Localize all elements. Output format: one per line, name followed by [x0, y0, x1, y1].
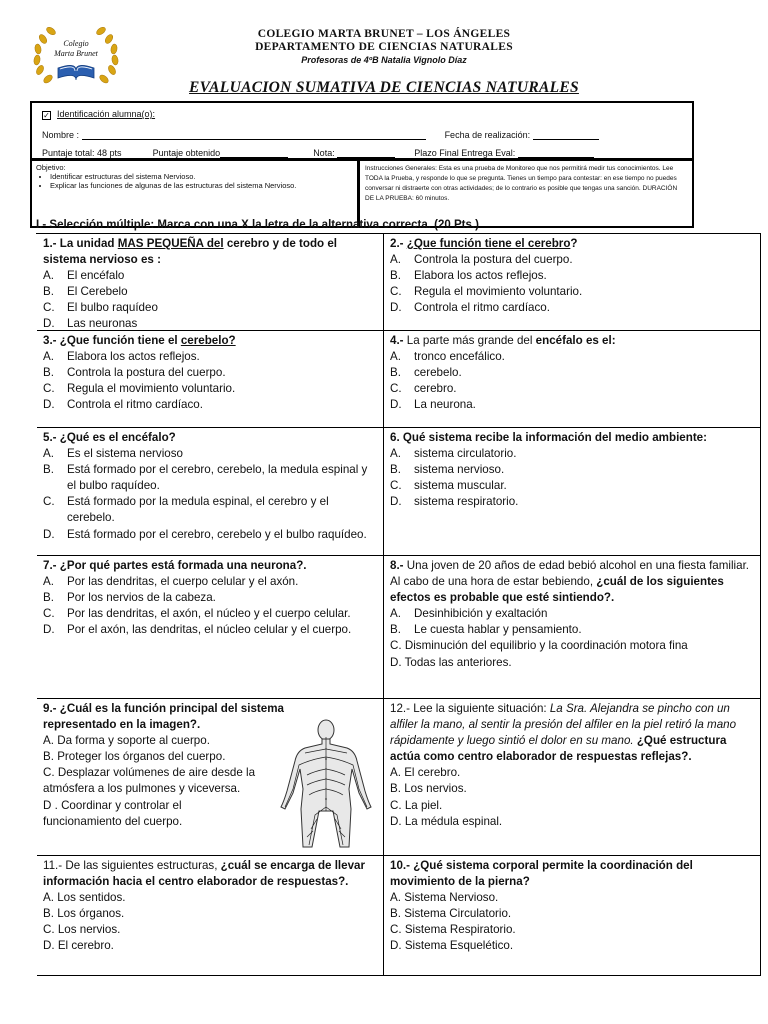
q4-option-a[interactable]	[390, 349, 754, 365]
option-text: Los sentidos.	[57, 891, 126, 905]
q6-option-a[interactable]	[390, 446, 754, 462]
option-letter: D.	[43, 317, 55, 331]
q7-option-d[interactable]	[43, 622, 377, 638]
q11-question: ¿cuál se encarga de llevar información hacia el centro elaborador de respuestas?.	[43, 859, 365, 889]
option-letter: C.	[390, 382, 402, 396]
q1-prefix: 1.- La unidad	[43, 237, 118, 250]
instructions-text: Instrucciones Generales: Esta es una prueba de Monitoreo que nos permitirá medir tus conocimientos. Lee TODA la Prueba, y responde lo que se pregunta. Tienes un tiempo para contestar: en ese tiempo no puedes conversar ni distraerte con otras actividades; de lo contrario es posible que tengas una sanción. DURACIÓN DE LA PRUEBA: 60 minutos.	[365, 165, 678, 202]
option-letter: A.	[390, 253, 401, 267]
total-score-label: Puntaje total: 48 pts	[42, 148, 122, 158]
option-text: Los nervios.	[57, 923, 121, 937]
option-text: Está formado por el cerebro, cerebelo y el bulbo raquídeo.	[67, 527, 367, 541]
option-letter: B.	[390, 907, 401, 921]
option-text: tronco encefálico.	[414, 350, 505, 364]
objectives-title: Objetivo:	[36, 163, 66, 172]
logo-text-2: Marta Brunet	[54, 49, 98, 58]
option-letter: B.	[390, 463, 401, 477]
identification-heading-row	[42, 109, 155, 119]
option-letter: A.	[43, 269, 54, 283]
score-row	[42, 148, 594, 158]
option-letter: A.	[390, 891, 401, 905]
name-label: Nombre :	[42, 130, 80, 140]
q4-prefix: 4.-	[390, 334, 407, 347]
option-letter: D.	[390, 939, 402, 953]
option-letter: B.	[43, 285, 54, 299]
option-text: Desinhibición y exaltación	[414, 607, 548, 621]
option-letter: D.	[390, 495, 402, 509]
q10-option-b[interactable]	[390, 906, 754, 922]
question-5	[37, 428, 384, 556]
option-letter: D.	[43, 623, 55, 637]
q11-option-d[interactable]	[43, 938, 377, 954]
grade-label: Nota:	[313, 148, 335, 158]
q3-option-c[interactable]	[43, 381, 377, 397]
option-letter: A.	[390, 766, 401, 780]
q9-option-b[interactable]	[43, 749, 273, 765]
option-text: El cerebro.	[404, 766, 461, 780]
objectives-list	[36, 172, 350, 190]
q4-bold: encéfalo	[535, 334, 583, 347]
deadline-label: Plazo Final Entrega Eval:	[414, 148, 516, 158]
option-text: Proteger los órganos del cuerpo.	[57, 750, 226, 764]
question-3	[37, 331, 384, 428]
option-letter: A.	[43, 891, 54, 905]
q12-option-a[interactable]	[390, 765, 754, 781]
option-letter: C.	[43, 766, 55, 780]
option-text: Desplazar volúmenes de aire desde la atmósfera a los pulmones y viceversa.	[43, 766, 256, 796]
option-text: Coordinar y controlar el funcionamiento del cuerpo.	[43, 798, 183, 828]
name-row	[42, 130, 599, 140]
option-letter: C.	[390, 285, 402, 299]
option-letter: B.	[390, 366, 401, 380]
deadline-field[interactable]	[518, 148, 594, 158]
option-text: Por los nervios de la cabeza.	[67, 591, 216, 605]
q2-underlined: ¿Que función tiene el cerebro	[406, 237, 571, 250]
q11-prefix: 11.- De las siguientes estructuras,	[43, 859, 221, 872]
q8-option-c[interactable]	[390, 638, 754, 654]
section-heading: I.- Selección múltiple: Marca con una X la letra de la alternativa correcta. (20 Pts.)	[36, 219, 479, 231]
q1-underlined: MAS PEQUEÑA del	[117, 237, 224, 250]
option-letter: D.	[390, 398, 402, 412]
question-10	[384, 856, 761, 976]
q2-option-b[interactable]	[390, 268, 754, 284]
q10-prefix: 10.-	[390, 859, 414, 872]
option-letter: C.	[43, 382, 55, 396]
option-letter: B.	[390, 269, 401, 283]
q4-plain: La parte más grande del	[406, 334, 536, 347]
option-letter: B.	[43, 463, 54, 477]
q2-prefix: 2.-	[390, 237, 407, 250]
q4-option-d[interactable]	[390, 397, 754, 413]
q1-option-a[interactable]	[43, 268, 377, 284]
option-letter: C.	[43, 923, 55, 937]
option-letter: C.	[43, 301, 55, 315]
option-letter: A.	[390, 607, 401, 621]
q2-option-d[interactable]	[390, 300, 754, 316]
q1-option-b[interactable]	[43, 284, 377, 300]
q10-option-d[interactable]	[390, 938, 754, 954]
q3-option-b[interactable]	[43, 365, 377, 381]
option-text: Regula el movimiento voluntario.	[414, 285, 583, 299]
q5-option-c[interactable]	[43, 494, 377, 526]
option-text: sistema circulatorio.	[414, 447, 517, 461]
option-text: sistema nervioso.	[414, 463, 505, 477]
option-letter: C.	[43, 607, 55, 621]
option-text: Todas las anteriores.	[404, 655, 512, 669]
q7-option-b[interactable]	[43, 590, 377, 606]
option-text: El cerebro.	[57, 939, 114, 953]
q8-option-d[interactable]	[390, 655, 754, 671]
option-text: Es el sistema nervioso	[67, 447, 183, 461]
q3-underlined: cerebelo?	[180, 334, 236, 347]
option-letter: A.	[390, 447, 401, 461]
question-6	[384, 428, 761, 556]
option-letter: C.	[390, 639, 402, 653]
option-text: Elabora los actos reflejos.	[67, 350, 200, 364]
option-text: Regula el movimiento voluntario.	[67, 382, 236, 396]
option-letter: D.	[43, 939, 55, 953]
q9-option-a[interactable]	[43, 733, 273, 749]
option-letter: B.	[43, 366, 54, 380]
identification-heading: Identificación alumna(o):	[57, 109, 156, 119]
option-text: Sistema Nervioso.	[404, 891, 499, 905]
q12-option-b[interactable]	[390, 781, 754, 797]
option-letter: D .	[43, 798, 58, 812]
option-letter: A.	[43, 447, 54, 461]
instructions-box	[357, 158, 694, 228]
option-text: Por las dendritas, el cuerpo celular y el axón.	[67, 575, 299, 589]
q12-prefix: 12.- Lee la siguiente situación:	[390, 702, 550, 715]
option-letter: B.	[43, 907, 54, 921]
option-text: sistema muscular.	[414, 479, 507, 493]
option-letter: A.	[390, 350, 401, 364]
option-text: La neurona.	[414, 398, 476, 412]
option-text: Por las dendritas, el axón, el núcleo y el cuerpo celular.	[67, 607, 351, 621]
option-text: La médula espinal.	[404, 814, 503, 828]
q6-text: 6. Qué sistema recibe la información del medio ambiente:	[390, 431, 707, 444]
option-text: La piel.	[404, 798, 443, 812]
name-field[interactable]	[82, 130, 426, 140]
option-text: sistema respiratorio.	[414, 495, 519, 509]
q5-text: 5.- ¿Qué es el encéfalo?	[43, 431, 176, 444]
q11-option-c[interactable]	[43, 922, 377, 938]
option-letter: B.	[43, 750, 54, 764]
q6-option-b[interactable]	[390, 462, 754, 478]
obtained-score-field[interactable]	[220, 148, 288, 158]
q5-option-a[interactable]	[43, 446, 377, 462]
option-letter: C.	[390, 798, 402, 812]
objective-item: • Identificar estructuras del sistema Nervioso.	[50, 172, 350, 181]
option-letter: A.	[43, 575, 54, 589]
option-letter: D.	[390, 814, 402, 828]
option-text: El encéfalo	[67, 269, 125, 283]
q9-text: 9.- ¿Cuál es la función principal del sistema representado en la imagen?.	[43, 702, 284, 732]
q2-option-c[interactable]	[390, 284, 754, 300]
option-letter: B.	[43, 591, 54, 605]
option-text: Las neuronas	[67, 317, 138, 331]
option-text: Controla la postura del cuerpo.	[67, 366, 226, 380]
option-text: El Cerebelo	[67, 285, 128, 299]
option-text: cerebelo.	[414, 366, 462, 380]
option-text: El bulbo raquídeo	[67, 301, 158, 315]
q4-option-b[interactable]	[390, 365, 754, 381]
q7-text: 7.- ¿Por qué partes está formada una neurona?.	[43, 559, 307, 572]
department-name: DEPARTAMENTO DE CIENCIAS NATURALES	[255, 41, 513, 53]
option-text: Da forma y soporte al cuerpo.	[57, 734, 210, 748]
q6-option-d[interactable]	[390, 494, 754, 510]
option-text: Controla el ritmo cardíaco.	[414, 301, 550, 315]
question-7	[37, 556, 384, 699]
q8-option-a[interactable]	[390, 606, 754, 622]
q12-option-d[interactable]	[390, 814, 754, 830]
logo-text-1: Colegio	[63, 39, 89, 48]
option-letter: C.	[390, 479, 402, 493]
checkbox-icon: ✓	[43, 111, 50, 120]
option-text: Por el axón, las dendritas, el núcleo celular y el cuerpo.	[67, 623, 352, 637]
q8-prefix: 8.-	[390, 559, 407, 572]
question-8	[384, 556, 761, 699]
q12-scenario: La Sra. Alejandra se pincho con un alfiler la mano, al sentir la presión del alfiler en la piel retiró la mano rápidamente y luego sintió el dolor en su mano.	[390, 702, 737, 748]
option-letter: D.	[390, 655, 402, 669]
objectives-box	[30, 158, 360, 228]
q12-option-c[interactable]	[390, 798, 754, 814]
option-text: Sistema Circulatorio.	[404, 907, 512, 921]
q4-suffix: es el:	[582, 334, 616, 347]
date-field[interactable]	[533, 130, 599, 140]
option-text: Controla el ritmo cardíaco.	[67, 398, 203, 412]
option-text: Le cuesta hablar y pensamiento.	[414, 623, 582, 637]
q2-option-a[interactable]	[390, 252, 754, 268]
q5-option-b[interactable]	[43, 462, 377, 494]
q11-option-a[interactable]	[43, 890, 377, 906]
q8-option-b[interactable]	[390, 622, 754, 638]
q3-option-a[interactable]	[43, 349, 377, 365]
q8-plain: Una joven de 20 años de edad bebió alcohol en una fiesta familiar. Al cabo de una hora de estar bebiendo,	[390, 559, 750, 589]
option-text: Elabora los actos reflejos.	[414, 269, 547, 283]
nervous-system-illustration	[267, 719, 385, 851]
question-11	[37, 856, 384, 976]
objective-item: • Explicar las funciones de algunas de las estructuras del sistema Nervioso.	[50, 181, 350, 190]
q9-option-c[interactable]	[43, 765, 258, 797]
q1-option-c[interactable]	[43, 300, 377, 316]
page-title: EVALUACION SUMATIVA DE CIENCIAS NATURALES	[189, 79, 579, 96]
q6-option-c[interactable]	[390, 478, 754, 494]
obtained-score-label: Puntaje obtenido	[152, 148, 221, 158]
option-letter: D.	[43, 527, 55, 541]
option-text: Controla la postura del cuerpo.	[414, 253, 573, 267]
question-2	[384, 234, 761, 331]
option-letter: A.	[43, 734, 54, 748]
q1-option-d[interactable]	[43, 316, 377, 331]
q3-option-d[interactable]	[43, 397, 377, 413]
q7-option-a[interactable]	[43, 574, 377, 590]
q10-option-a[interactable]	[390, 890, 754, 906]
option-text: Sistema Respiratorio.	[404, 923, 516, 937]
option-text: Está formado por el cerebro, cerebelo, la medula espinal y el bulbo raquídeo.	[67, 463, 368, 493]
question-4	[384, 331, 761, 428]
q5-option-d[interactable]	[43, 527, 377, 543]
grade-field[interactable]	[337, 148, 395, 158]
q12-question: ¿Qué estructura actúa como centro elaborador de respuestas reflejas?.	[390, 734, 727, 764]
q4-option-c[interactable]	[390, 381, 754, 397]
q10-question: ¿Qué sistema corporal permite la coordinación del movimiento de la pierna?	[390, 859, 693, 889]
question-1	[37, 234, 384, 331]
q7-option-c[interactable]	[43, 606, 377, 622]
option-text: cerebro.	[414, 382, 457, 396]
option-letter: A.	[43, 350, 54, 364]
q1-suffix: cerebro y de todo el sistema nervioso es :	[43, 237, 337, 267]
option-text: Sistema Esquelético.	[404, 939, 514, 953]
option-letter: C.	[390, 923, 402, 937]
identification-box	[30, 101, 694, 161]
option-letter: D.	[43, 398, 55, 412]
option-text: Los órganos.	[57, 907, 125, 921]
q9-option-d[interactable]	[43, 798, 258, 830]
school-name: COLEGIO MARTA BRUNET – LOS ÁNGELES	[257, 28, 511, 40]
option-letter: B.	[390, 782, 401, 796]
option-letter: B.	[390, 623, 401, 637]
teachers-line: Profesoras de 4ºB Natalia Vignolo Díaz	[301, 55, 467, 65]
option-text: Está formado por la medula espinal, el cerebro y el cerebelo.	[67, 495, 329, 525]
date-label: Fecha de realización:	[444, 130, 531, 140]
option-letter: D.	[390, 301, 402, 315]
questions-table	[36, 233, 761, 953]
q3-prefix: 3.- ¿Que función tiene el	[43, 334, 181, 347]
option-text: Los nervios.	[404, 782, 467, 796]
question-12	[384, 699, 761, 856]
q8-bold: ¿cuál de los siguientes efectos es probable que esté sintiendo?.	[390, 575, 724, 605]
option-text: Disminución del equilibrio y la coordinación motora fina	[404, 639, 688, 653]
q11-option-b[interactable]	[43, 906, 377, 922]
option-letter: C.	[43, 495, 55, 509]
q2-suffix: ?	[570, 237, 578, 250]
q10-option-c[interactable]	[390, 922, 754, 938]
